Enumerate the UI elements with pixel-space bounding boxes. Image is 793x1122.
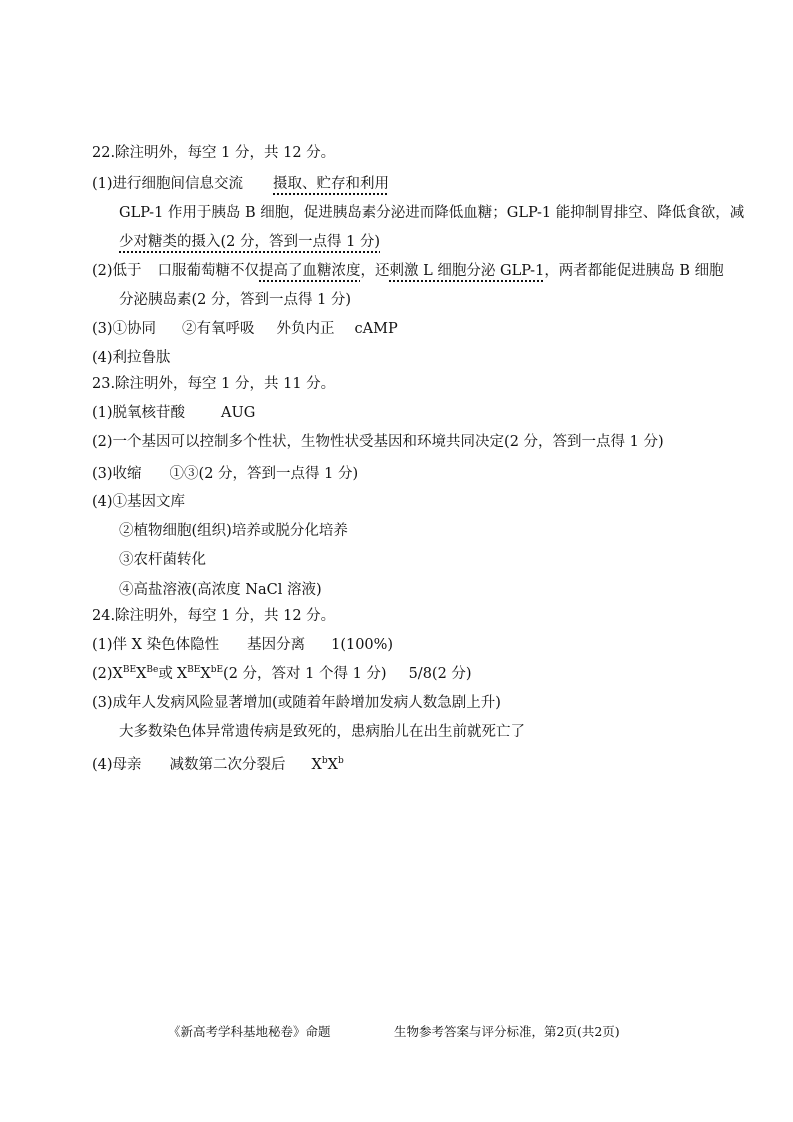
q24-part2-note: (2 分，答对 1 个得 1 分): [223, 666, 387, 682]
q22-part2-answer1: 低于: [112, 263, 142, 279]
q22-part2: [92, 261, 724, 281]
q23-header: 23.除注明外，每空 1 分，共 11 分。: [92, 376, 336, 392]
q22-header: 22.除注明外，每空 1 分，共 12 分。: [92, 145, 336, 161]
q22-part4-number: (4): [92, 350, 113, 366]
q22-part3-answer1: ①协同: [112, 321, 157, 337]
q22-part1-explanation-line2-text: 少对糖类的摄入(2 分，答到一点得 1 分): [119, 234, 381, 250]
q24-part4: [92, 755, 344, 775]
q22-part2-answer2-a: 口服葡萄糖不仅: [157, 263, 260, 279]
q23-part4-answer1: ①基因文库: [112, 494, 186, 510]
q23-part4-answer4: ④高盐溶液(高浓度 NaCl 溶液): [119, 582, 322, 598]
q22-part2-answer2-dotted2: 刺激 L 细胞分泌 GLP-1: [389, 263, 545, 279]
q22-part1-answer2: 摄取、贮存和利用: [273, 176, 390, 192]
q23-part1-number: (1): [92, 405, 113, 421]
q23-part4-answer2: ②植物细胞(组织)培养或脱分化培养: [119, 523, 348, 539]
footer-source: 《新高考学科基地秘卷》命题: [168, 1024, 331, 1039]
q24-part4-answer2: 减数第二次分裂后: [169, 757, 286, 773]
q23-part4-answer3: ③农杆菌转化: [119, 552, 206, 568]
q24-part3-number: (3): [92, 695, 113, 711]
footer-page-info: 生物参考答案与评分标准，第2页(共2页): [394, 1024, 620, 1039]
q24-part1-answer2: 基因分离: [247, 637, 306, 653]
q22-part3-number: (3): [92, 321, 113, 337]
q23-part1-answer1: 脱氧核苷酸: [112, 405, 186, 421]
q22-part2-line2: 分泌胰岛素(2 分，答到一点得 1 分): [119, 292, 352, 308]
q22-part3-answer2: ②有氧呼吸: [182, 321, 255, 337]
q23-part2-number: (2): [92, 434, 113, 450]
q24-part4-genotype: $X^bX^b$: [311, 756, 344, 773]
q22-part1-number: (1): [92, 176, 113, 192]
q22-part3: [92, 319, 398, 339]
q24-part2-answer2: 5/8(2 分): [408, 666, 472, 682]
q24-part4-answer1: 母亲: [112, 757, 142, 773]
q23-part4: [92, 492, 185, 512]
q22-part2-answer2-c: ，两者都能促进胰岛 B 细胞: [544, 263, 724, 279]
q23-part4-number: (4): [92, 494, 113, 510]
q24-part1-number: (1): [92, 637, 113, 653]
q24-part3: [92, 693, 501, 713]
q22-part4: [92, 348, 171, 368]
q24-part3-answer2: 大多数染色体异常遗传病是致死的，患病胎儿在出生前就死亡了: [119, 724, 525, 740]
q24-part4-number: (4): [92, 757, 113, 773]
q23-part1: [92, 403, 255, 423]
q24-header: 24.除注明外，每空 1 分，共 12 分。: [92, 608, 336, 624]
q22-part3-answer4: cAMP: [354, 321, 398, 337]
q22-part4-answer1: 利拉鲁肽: [112, 350, 171, 366]
q23-part3-answer2: ①③(2 分，答到一点得 1 分): [169, 466, 359, 482]
q23-part2: [92, 432, 664, 452]
q24-part3-answer1: 成年人发病风险显著增加(或随着年龄增加发病人数急剧上升): [112, 695, 501, 711]
q23-part3-answer1: 收缩: [112, 466, 142, 482]
q23-part3: [92, 464, 358, 484]
q24-part2-genotype2: $X^{BE}X^{bE}$: [176, 665, 224, 682]
q22-part2-number: (2): [92, 263, 113, 279]
q24-part1-answer3: 1(100%): [331, 637, 394, 653]
q23-part3-number: (3): [92, 466, 113, 482]
q23-part2-answer1: 一个基因可以控制多个性状，生物性状受基因和环境共同决定(2 分，答到一点得 1 分): [112, 434, 664, 450]
q22-part1-explanation-line2: [119, 232, 380, 252]
q23-part1-answer2: AUG: [221, 405, 256, 421]
q22-part1: [92, 174, 389, 194]
q24-part2-or: 或: [158, 666, 173, 682]
q22-part2-answer2-b: ，还: [360, 263, 390, 279]
q24-part1-answer1: 伴 X 染色体隐性: [112, 637, 220, 653]
q24-part2-genotype1: $X^{BE}X^{Be}$: [112, 665, 159, 682]
q22-part1-answer1: 进行细胞间信息交流: [112, 176, 244, 192]
q24-part2: [92, 664, 472, 684]
q22-part1-explanation-line1: GLP-1 作用于胰岛 B 细胞，促进胰岛素分泌进而降低血糖；GLP-1 能抑制胃排空、降低食欲，减: [119, 205, 745, 221]
q22-part2-answer2-dotted1: 提高了血糖浓度: [259, 263, 361, 279]
q22-part3-answer3: 外负内正: [276, 321, 335, 337]
q24-part2-number: (2): [92, 666, 113, 682]
q24-part1: [92, 635, 393, 655]
